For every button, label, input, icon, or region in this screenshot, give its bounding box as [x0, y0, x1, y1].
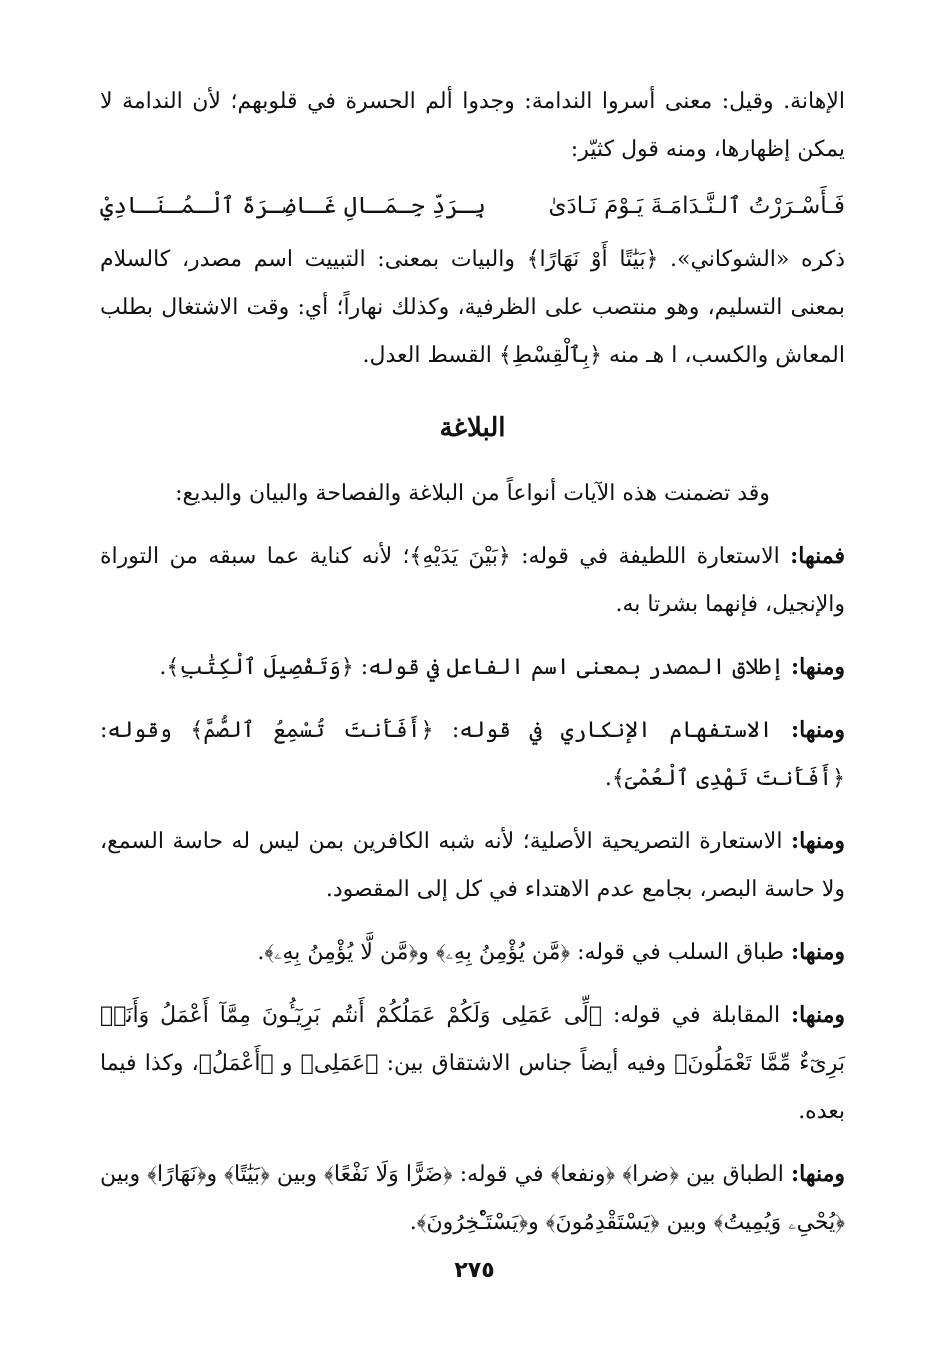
rhetoric-item-text: الاستفهام الإنكاري في قوله: ﴿أَفَأَنتَ تُسْمِعُ ٱلصُّمَّ﴾ وقوله: ﴿أَفَأَنتَ تَهْدِى ٱلْعُمْىَ﴾. [100, 718, 845, 791]
rhetoric-item [100, 1150, 845, 1247]
rhetoric-item-label: ومنها: [790, 828, 845, 854]
section-lead: وقد تضمنت هذه الآيات أنواعاً من البلاغة والفصاحة والبيان والبديع: [175, 481, 770, 506]
rhetoric-item [100, 706, 845, 803]
intro-paragraph: الإهانة. وقيل: معنى أسروا الندامة: وجدوا ألم الحسرة في قلوبهم؛ لأن الندامة لا يمكن إظهارها، ومنه قول كثيّر: [100, 89, 845, 162]
poetry-verse [100, 182, 845, 230]
rhetoric-item [100, 928, 845, 977]
rhetoric-item-text: الاستعارة التصريحية الأصلية؛ لأنه شبه الكافرين بمن ليس له حاسة السمع، ولا حاسة البصر، بجامع عدم الاهتداء في كل إلى المقصود. [100, 829, 845, 902]
rhetoric-item [100, 643, 845, 692]
page-body [100, 78, 845, 1247]
rhetoric-item-text: طباق السلب في قوله: ﴿مَّن يُؤْمِنُ بِهِۦ﴾ و﴿مَّن لَّا يُؤْمِنُ بِهِۦ﴾. [257, 940, 791, 965]
rhetoric-item-text: الطباق بين ﴿ضرا﴾ ﴿ونفعا﴾ في قوله: ﴿ضَرًّا وَلَا نَفْعًا﴾ وبين ﴿بَيَٰتًا﴾ و﴿نَهَارًا﴾ وبين ﴿يُحْىِۦ وَيُمِيتُ﴾ وبين ﴿يَسْتَقْدِمُونَ﴾ و﴿يَسْتَـْٔخِرُونَ﴾. [100, 1162, 845, 1235]
rhetoric-item-text: الاستعارة اللطيفة في قوله: ﴿بَيْنَ يَدَيْهِ﴾؛ لأنه كناية عما سبقه من التوراة والإنجيل، فإنهما بشرتا به. [100, 544, 845, 617]
verse-second-hemistich: بِـرَدِّ جِـمَـالِ غَـاضِـرَةَ ٱلْـمُـنَـادِيْ [100, 193, 486, 219]
rhetoric-item [100, 991, 845, 1136]
rhetoric-item-label: ومنها: [790, 939, 845, 965]
rhetoric-item-label: ومنها: [790, 1002, 845, 1028]
rhetoric-item-label: فمنها: [790, 543, 845, 569]
rhetoric-item [100, 817, 845, 914]
rhetoric-item [100, 532, 845, 629]
rhetoric-item-label: ومنها: [790, 717, 845, 743]
commentary-paragraph: ذكره «الشوكاني». ﴿بَيَٰتًا أَوْ نَهَارًا﴾ والبيات بمعنى: التبييت اسم مصدر، كالسلام بمعنى التسليم، وهو منتصب على الظرفية، وكذلك نهاراً؛ أي: وقت الاشتغال بطلب المعاش والكسب، ا هـ منه ﴿بِٱلْقِسْطِ﴾ القسط العدل. [100, 247, 845, 368]
page-number: ٢٧٥ [454, 1258, 495, 1283]
section-heading: البلاغة [439, 413, 506, 443]
verse-first-hemistich: فَـأَسْـرَرْتُ ٱلـنَّـدَامَـةَ يَـوْمَ نَـادَىٰ [548, 193, 845, 219]
rhetoric-item-label: ومنها: [790, 654, 845, 680]
rhetoric-item-text: إطلاق المصدر بمعنى اسم الفاعل في قوله: ﴿وَتَفْصِيلَ ٱلْكِتَٰبِ﴾. [159, 655, 791, 680]
rhetoric-item-text: المقابلة في قوله: ﴿لِّى عَمَلِى وَلَكُمْ عَمَلُكُمْ أَنتُم بَرِيٓـُٔونَ مِمَّآ أَعْمَلُ وَأَنَا۠ بَرِىٓءٌ مِّمَّا تَعْمَلُونَ﴾ وفيه أيضاً جناس الاشتقاق بين: ﴿عَمَلِى﴾ و ﴿أَعْمَلُ﴾، وكذا فيما بعده. [100, 1003, 845, 1124]
rhetoric-item-label: ومنها: [790, 1161, 845, 1187]
